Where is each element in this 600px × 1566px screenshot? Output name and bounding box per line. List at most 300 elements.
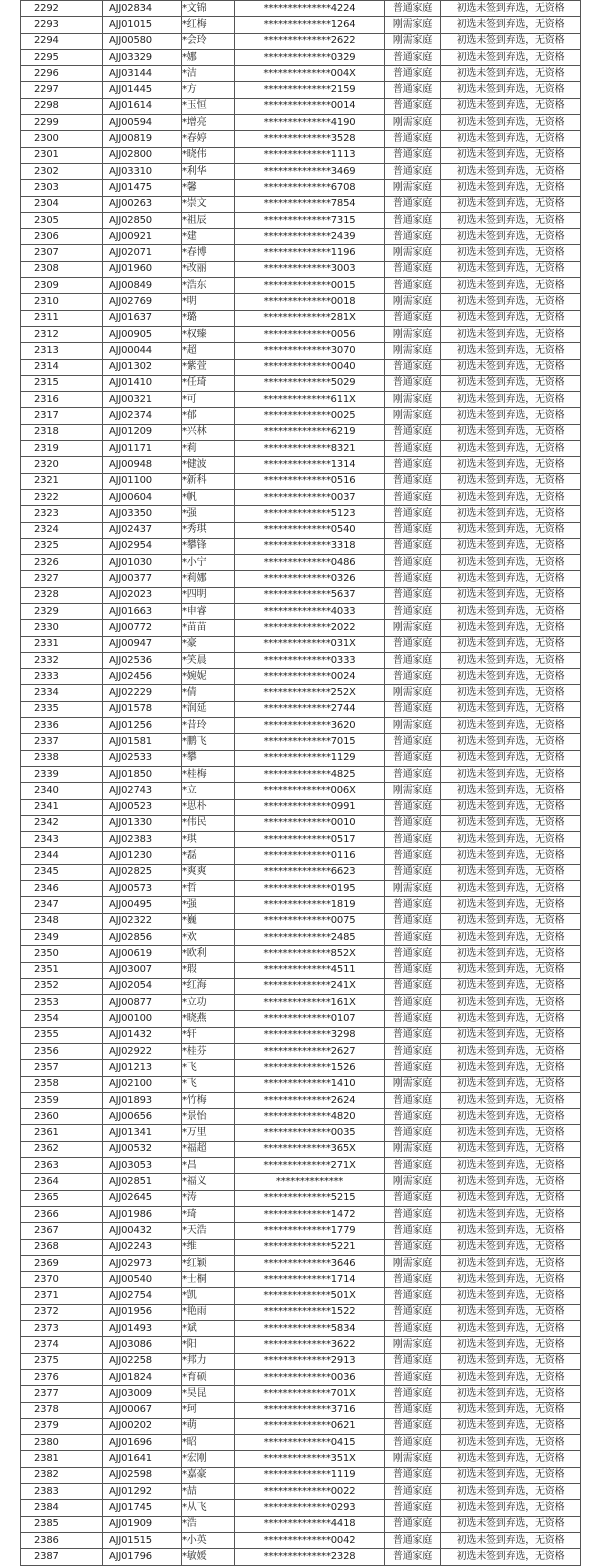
selection-status-cell: 初选未签到弃选，无资格 — [441, 1402, 581, 1418]
application-code-cell: AJJ03007 — [103, 962, 182, 978]
table-row — [21, 212, 581, 228]
selection-status-cell: 初选未签到弃选，无资格 — [441, 913, 581, 929]
serial-number-cell: 2377 — [21, 1386, 103, 1402]
selection-status-cell: 初选未签到弃选，无资格 — [441, 848, 581, 864]
masked-id-number-cell: **************4190 — [235, 115, 385, 131]
table-row — [21, 685, 581, 701]
masked-id-number-cell: **************0018 — [235, 294, 385, 310]
selection-status-cell: 初选未签到弃选，无资格 — [441, 652, 581, 668]
application-code-cell: AJJ00100 — [103, 1011, 182, 1027]
table-row — [21, 652, 581, 668]
family-type-cell: 普通家庭 — [385, 424, 441, 440]
serial-number-cell: 2369 — [21, 1255, 103, 1271]
applicant-name-cell: *邦力 — [182, 1353, 235, 1369]
masked-id-number-cell: **************3620 — [235, 718, 385, 734]
applicant-name-cell: *昌 — [182, 1158, 235, 1174]
serial-number-cell: 2379 — [21, 1418, 103, 1434]
masked-id-number-cell: **************0326 — [235, 571, 385, 587]
table-row — [21, 506, 581, 522]
masked-id-number-cell: **************1410 — [235, 1076, 385, 1092]
serial-number-cell: 2309 — [21, 278, 103, 294]
application-code-cell: AJJ02322 — [103, 913, 182, 929]
applicant-name-cell: *娜 — [182, 49, 235, 65]
serial-number-cell: 2310 — [21, 294, 103, 310]
applicant-name-cell: *春博 — [182, 245, 235, 261]
application-code-cell: AJJ01893 — [103, 1092, 182, 1108]
table-row — [21, 1402, 581, 1418]
application-code-cell: AJJ01796 — [103, 1549, 182, 1565]
table-row — [21, 897, 581, 913]
table-row — [21, 1125, 581, 1141]
masked-id-number-cell: **************252X — [235, 685, 385, 701]
serial-number-cell: 2366 — [21, 1206, 103, 1222]
table-row — [21, 115, 581, 131]
serial-number-cell: 2337 — [21, 734, 103, 750]
applicant-name-cell: *斌 — [182, 1321, 235, 1337]
table-row — [21, 1418, 581, 1434]
serial-number-cell: 2353 — [21, 995, 103, 1011]
selection-status-cell: 初选未签到弃选，无资格 — [441, 1353, 581, 1369]
family-type-cell: 刚需家庭 — [385, 1255, 441, 1271]
applicant-name-cell: *璐 — [182, 310, 235, 326]
selection-status-cell: 初选未签到弃选，无资格 — [441, 995, 581, 1011]
selection-status-cell: 初选未签到弃选，无资格 — [441, 212, 581, 228]
application-code-cell: AJJ02229 — [103, 685, 182, 701]
masked-id-number-cell: **************2622 — [235, 33, 385, 49]
selection-status-cell: 初选未签到弃选，无资格 — [441, 1060, 581, 1076]
applicant-name-cell: *涛 — [182, 1190, 235, 1206]
table-row — [21, 881, 581, 897]
serial-number-cell: 2317 — [21, 408, 103, 424]
table-row — [21, 261, 581, 277]
masked-id-number-cell: **************0036 — [235, 1369, 385, 1385]
family-type-cell: 普通家庭 — [385, 1500, 441, 1516]
table-row — [21, 1027, 581, 1043]
family-type-cell: 普通家庭 — [385, 929, 441, 945]
table-row — [21, 131, 581, 147]
family-type-cell: 普通家庭 — [385, 897, 441, 913]
applicant-name-cell: *强 — [182, 897, 235, 913]
applicant-name-cell: *四明 — [182, 587, 235, 603]
serial-number-cell: 2376 — [21, 1369, 103, 1385]
serial-number-cell: 2374 — [21, 1337, 103, 1353]
table-row — [21, 473, 581, 489]
applicant-name-cell: *昭 — [182, 1435, 235, 1451]
applicant-name-cell: *新科 — [182, 473, 235, 489]
family-type-cell: 普通家庭 — [385, 1092, 441, 1108]
applicant-name-cell: *育硕 — [182, 1369, 235, 1385]
masked-id-number-cell: **************3646 — [235, 1255, 385, 1271]
family-type-cell: 普通家庭 — [385, 1418, 441, 1434]
table-row — [21, 1076, 581, 1092]
table-row — [21, 1272, 581, 1288]
table-row — [21, 1353, 581, 1369]
applicant-name-cell: *建 — [182, 229, 235, 245]
selection-status-cell: 初选未签到弃选，无资格 — [441, 897, 581, 913]
selection-status-cell: 初选未签到弃选，无资格 — [441, 82, 581, 98]
applicant-name-cell: *倩 — [182, 685, 235, 701]
applicant-name-cell: *秀琪 — [182, 522, 235, 538]
table-row — [21, 1, 581, 17]
application-code-cell: AJJ00044 — [103, 343, 182, 359]
serial-number-cell: 2352 — [21, 978, 103, 994]
applicant-name-cell: *婉妮 — [182, 669, 235, 685]
table-row — [21, 636, 581, 652]
masked-id-number-cell: **************4511 — [235, 962, 385, 978]
selection-status-cell: 初选未签到弃选，无资格 — [441, 196, 581, 212]
masked-id-number-cell: **************1129 — [235, 750, 385, 766]
serial-number-cell: 2357 — [21, 1060, 103, 1076]
application-code-cell: AJJ02922 — [103, 1044, 182, 1060]
application-code-cell: AJJ02800 — [103, 147, 182, 163]
selection-status-cell: 初选未签到弃选，无资格 — [441, 587, 581, 603]
family-type-cell: 普通家庭 — [385, 196, 441, 212]
application-code-cell: AJJ00263 — [103, 196, 182, 212]
family-type-cell: 普通家庭 — [385, 212, 441, 228]
family-type-cell: 普通家庭 — [385, 669, 441, 685]
application-code-cell: AJJ00321 — [103, 392, 182, 408]
applicant-name-cell: *红海 — [182, 978, 235, 994]
masked-id-number-cell: **************0025 — [235, 408, 385, 424]
application-code-cell: AJJ00849 — [103, 278, 182, 294]
application-code-cell: AJJ01960 — [103, 261, 182, 277]
applicant-name-cell: *轩 — [182, 1027, 235, 1043]
applicant-name-cell: *福超 — [182, 1141, 235, 1157]
selection-status-cell: 初选未签到弃选，无资格 — [441, 734, 581, 750]
masked-id-number-cell: **************2624 — [235, 1092, 385, 1108]
table-row — [21, 98, 581, 114]
applicant-name-cell: *春婷 — [182, 131, 235, 147]
application-code-cell: AJJ01515 — [103, 1532, 182, 1548]
applicant-name-cell: *明 — [182, 294, 235, 310]
applicant-name-cell: *天浩 — [182, 1223, 235, 1239]
family-type-cell: 普通家庭 — [385, 49, 441, 65]
selection-status-cell: 初选未签到弃选，无资格 — [441, 359, 581, 375]
selection-status-cell: 初选未签到弃选，无资格 — [441, 799, 581, 815]
serial-number-cell: 2381 — [21, 1451, 103, 1467]
family-type-cell: 普通家庭 — [385, 1304, 441, 1320]
family-type-cell: 刚需家庭 — [385, 685, 441, 701]
application-code-cell: AJJ00532 — [103, 1141, 182, 1157]
table-row — [21, 1435, 581, 1451]
masked-id-number-cell: **************281X — [235, 310, 385, 326]
masked-id-number-cell: **************351X — [235, 1451, 385, 1467]
serial-number-cell: 2305 — [21, 212, 103, 228]
application-code-cell: AJJ02071 — [103, 245, 182, 261]
table-row — [21, 278, 581, 294]
serial-number-cell: 2327 — [21, 571, 103, 587]
selection-status-cell: 初选未签到弃选，无资格 — [441, 1467, 581, 1483]
table-row — [21, 457, 581, 473]
serial-number-cell: 2321 — [21, 473, 103, 489]
application-code-cell: AJJ03053 — [103, 1158, 182, 1174]
masked-id-number-cell: **************4418 — [235, 1516, 385, 1532]
selection-status-cell: 初选未签到弃选，无资格 — [441, 489, 581, 505]
application-code-cell: AJJ01614 — [103, 98, 182, 114]
applicant-name-cell: *祖辰 — [182, 212, 235, 228]
applicant-name-cell: *郁 — [182, 408, 235, 424]
family-type-cell: 普通家庭 — [385, 1272, 441, 1288]
application-code-cell: AJJ02374 — [103, 408, 182, 424]
applicant-name-cell: *健波 — [182, 457, 235, 473]
masked-id-number-cell: **************031X — [235, 636, 385, 652]
masked-id-number-cell: **************3716 — [235, 1402, 385, 1418]
application-code-cell: AJJ01256 — [103, 718, 182, 734]
application-code-cell: AJJ00947 — [103, 636, 182, 652]
masked-id-number-cell: **************1472 — [235, 1206, 385, 1222]
selection-status-cell: 初选未签到弃选，无资格 — [441, 620, 581, 636]
serial-number-cell: 2363 — [21, 1158, 103, 1174]
selection-status-cell: 初选未签到弃选，无资格 — [441, 131, 581, 147]
table-row — [21, 603, 581, 619]
selection-status-cell: 初选未签到弃选，无资格 — [441, 1500, 581, 1516]
table-row — [21, 587, 581, 603]
selection-status-cell: 初选未签到弃选，无资格 — [441, 473, 581, 489]
applicant-name-cell: *昔玲 — [182, 718, 235, 734]
family-type-cell: 普通家庭 — [385, 832, 441, 848]
table-row — [21, 17, 581, 33]
applicant-name-cell: *喆 — [182, 1484, 235, 1500]
masked-id-number-cell: **************5221 — [235, 1239, 385, 1255]
selection-status-cell: 初选未签到弃选，无资格 — [441, 457, 581, 473]
masked-id-number-cell: **************0415 — [235, 1435, 385, 1451]
family-type-cell: 普通家庭 — [385, 538, 441, 554]
serial-number-cell: 2320 — [21, 457, 103, 473]
application-code-cell: AJJ01330 — [103, 815, 182, 831]
table-row — [21, 1109, 581, 1125]
table-row — [21, 375, 581, 391]
serial-number-cell: 2331 — [21, 636, 103, 652]
selection-status-cell: 初选未签到弃选，无资格 — [441, 750, 581, 766]
serial-number-cell: 2340 — [21, 783, 103, 799]
family-type-cell: 普通家庭 — [385, 310, 441, 326]
selection-status-cell: 初选未签到弃选，无资格 — [441, 49, 581, 65]
application-code-cell: AJJ01302 — [103, 359, 182, 375]
application-code-cell: AJJ02054 — [103, 978, 182, 994]
family-type-cell: 普通家庭 — [385, 278, 441, 294]
application-code-cell: AJJ02456 — [103, 669, 182, 685]
selection-status-cell: 初选未签到弃选，无资格 — [441, 1369, 581, 1385]
serial-number-cell: 2299 — [21, 115, 103, 131]
table-row — [21, 571, 581, 587]
masked-id-number-cell: **************7315 — [235, 212, 385, 228]
family-type-cell: 普通家庭 — [385, 359, 441, 375]
masked-id-number-cell: **************4825 — [235, 766, 385, 782]
masked-id-number-cell: **************2744 — [235, 701, 385, 717]
application-code-cell: AJJ01663 — [103, 603, 182, 619]
selection-status-cell: 初选未签到弃选，无资格 — [441, 962, 581, 978]
applicant-name-cell: *福义 — [182, 1174, 235, 1190]
selection-status-cell: 初选未签到弃选，无资格 — [441, 245, 581, 261]
serial-number-cell: 2347 — [21, 897, 103, 913]
table-row — [21, 1500, 581, 1516]
table-row — [21, 1239, 581, 1255]
masked-id-number-cell: **************0035 — [235, 1125, 385, 1141]
family-type-cell: 刚需家庭 — [385, 783, 441, 799]
selection-status-cell: 初选未签到弃选，无资格 — [441, 310, 581, 326]
serial-number-cell: 2316 — [21, 392, 103, 408]
masked-id-number-cell: **************2159 — [235, 82, 385, 98]
applicant-name-cell: *琪 — [182, 832, 235, 848]
family-type-cell: 普通家庭 — [385, 555, 441, 571]
selection-status-cell: 初选未签到弃选，无资格 — [441, 1044, 581, 1060]
family-type-cell: 普通家庭 — [385, 587, 441, 603]
table-row — [21, 163, 581, 179]
application-code-cell: AJJ01171 — [103, 441, 182, 457]
masked-id-number-cell: **************0517 — [235, 832, 385, 848]
serial-number-cell: 2346 — [21, 881, 103, 897]
table-row — [21, 1467, 581, 1483]
family-type-cell: 普通家庭 — [385, 1011, 441, 1027]
table-row — [21, 1190, 581, 1206]
selection-status-cell: 初选未签到弃选，无资格 — [441, 1109, 581, 1125]
application-code-cell: AJJ02645 — [103, 1190, 182, 1206]
applicant-name-cell: *嘉豪 — [182, 1467, 235, 1483]
selection-status-cell: 初选未签到弃选，无资格 — [441, 1321, 581, 1337]
selection-status-cell: 初选未签到弃选，无资格 — [441, 424, 581, 440]
applicant-name-cell: *伟民 — [182, 815, 235, 831]
application-code-cell: AJJ01445 — [103, 82, 182, 98]
applicant-name-cell: *飞 — [182, 1076, 235, 1092]
application-code-cell: AJJ02769 — [103, 294, 182, 310]
serial-number-cell: 2356 — [21, 1044, 103, 1060]
selection-status-cell: 初选未签到弃选，无资格 — [441, 1288, 581, 1304]
serial-number-cell: 2302 — [21, 163, 103, 179]
applicant-name-cell: *珂 — [182, 1402, 235, 1418]
family-type-cell: 普通家庭 — [385, 1353, 441, 1369]
selection-status-cell: 初选未签到弃选，无资格 — [441, 701, 581, 717]
table-row — [21, 1549, 581, 1565]
selection-status-cell: 初选未签到弃选，无资格 — [441, 636, 581, 652]
serial-number-cell: 2370 — [21, 1272, 103, 1288]
family-type-cell: 普通家庭 — [385, 1, 441, 17]
serial-number-cell: 2349 — [21, 929, 103, 945]
serial-number-cell: 2373 — [21, 1321, 103, 1337]
family-type-cell: 普通家庭 — [385, 506, 441, 522]
application-code-cell: AJJ01209 — [103, 424, 182, 440]
table-row — [21, 522, 581, 538]
table-row — [21, 229, 581, 245]
applicant-name-cell: *帆 — [182, 489, 235, 505]
applicant-name-cell: *鹏飞 — [182, 734, 235, 750]
applicant-name-cell: *桂芬 — [182, 1044, 235, 1060]
application-code-cell: AJJ03329 — [103, 49, 182, 65]
family-type-cell: 普通家庭 — [385, 799, 441, 815]
serial-number-cell: 2304 — [21, 196, 103, 212]
serial-number-cell: 2334 — [21, 685, 103, 701]
serial-number-cell: 2344 — [21, 848, 103, 864]
selection-status-cell: 初选未签到弃选，无资格 — [441, 881, 581, 897]
masked-id-number-cell: **************4033 — [235, 603, 385, 619]
serial-number-cell: 2292 — [21, 1, 103, 17]
selection-status-cell: 初选未签到弃选，无资格 — [441, 1451, 581, 1467]
serial-number-cell: 2306 — [21, 229, 103, 245]
applicant-name-cell: *紫萱 — [182, 359, 235, 375]
selection-status-cell: 初选未签到弃选，无资格 — [441, 408, 581, 424]
family-type-cell: 普通家庭 — [385, 571, 441, 587]
selection-status-cell: 初选未签到弃选，无资格 — [441, 864, 581, 880]
table-row — [21, 1288, 581, 1304]
selection-status-cell: 初选未签到弃选，无资格 — [441, 1158, 581, 1174]
family-type-cell: 普通家庭 — [385, 1549, 441, 1565]
application-code-cell: AJJ02856 — [103, 929, 182, 945]
masked-id-number-cell: **************0116 — [235, 848, 385, 864]
family-type-cell: 普通家庭 — [385, 1402, 441, 1418]
masked-id-number-cell: **************2485 — [235, 929, 385, 945]
application-code-cell: AJJ02258 — [103, 1353, 182, 1369]
serial-number-cell: 2311 — [21, 310, 103, 326]
selection-status-cell: 初选未签到弃选，无资格 — [441, 343, 581, 359]
masked-id-number-cell: **************3070 — [235, 343, 385, 359]
family-type-cell: 普通家庭 — [385, 1321, 441, 1337]
application-code-cell: AJJ01986 — [103, 1206, 182, 1222]
family-type-cell: 普通家庭 — [385, 978, 441, 994]
serial-number-cell: 2323 — [21, 506, 103, 522]
application-code-cell: AJJ00580 — [103, 33, 182, 49]
application-code-cell: AJJ00921 — [103, 229, 182, 245]
application-code-cell: AJJ01581 — [103, 734, 182, 750]
application-code-cell: AJJ01493 — [103, 1321, 182, 1337]
applicant-name-cell: *凯 — [182, 1288, 235, 1304]
masked-id-number-cell: **************5637 — [235, 587, 385, 603]
serial-number-cell: 2307 — [21, 245, 103, 261]
family-type-cell: 普通家庭 — [385, 995, 441, 1011]
selection-status-cell: 初选未签到弃选，无资格 — [441, 1223, 581, 1239]
table-row — [21, 1141, 581, 1157]
masked-id-number-cell: **************0037 — [235, 489, 385, 505]
masked-id-number-cell: **************004X — [235, 66, 385, 82]
serial-number-cell: 2384 — [21, 1500, 103, 1516]
application-code-cell: AJJ01030 — [103, 555, 182, 571]
serial-number-cell: 2348 — [21, 913, 103, 929]
masked-id-number-cell: **************1196 — [235, 245, 385, 261]
application-code-cell: AJJ00067 — [103, 1402, 182, 1418]
masked-id-number-cell: **************0014 — [235, 98, 385, 114]
family-type-cell: 普通家庭 — [385, 1369, 441, 1385]
applicant-name-cell: *昊昆 — [182, 1386, 235, 1402]
application-code-cell: AJJ00604 — [103, 489, 182, 505]
table-row — [21, 310, 581, 326]
table-row — [21, 750, 581, 766]
family-type-cell: 普通家庭 — [385, 1288, 441, 1304]
selection-status-cell: 初选未签到弃选，无资格 — [441, 1206, 581, 1222]
table-row — [21, 929, 581, 945]
table-row — [21, 962, 581, 978]
masked-id-number-cell: **************0075 — [235, 913, 385, 929]
selection-status-cell: 初选未签到弃选，无资格 — [441, 66, 581, 82]
selection-status-cell: 初选未签到弃选，无资格 — [441, 1337, 581, 1353]
application-code-cell: AJJ00594 — [103, 115, 182, 131]
application-code-cell: AJJ01956 — [103, 1304, 182, 1320]
serial-number-cell: 2326 — [21, 555, 103, 571]
selection-status-cell: 初选未签到弃选，无资格 — [441, 1484, 581, 1500]
applicant-name-cell: *文锦 — [182, 1, 235, 17]
selection-status-cell: 初选未签到弃选，无资格 — [441, 1435, 581, 1451]
masked-id-number-cell: **************365X — [235, 1141, 385, 1157]
masked-id-number-cell: **************2627 — [235, 1044, 385, 1060]
applicant-name-cell: *从飞 — [182, 1500, 235, 1516]
masked-id-number-cell: **************3469 — [235, 163, 385, 179]
applicant-name-cell: *晓伟 — [182, 147, 235, 163]
serial-number-cell: 2365 — [21, 1190, 103, 1206]
family-type-cell: 普通家庭 — [385, 163, 441, 179]
selection-status-cell: 初选未签到弃选，无资格 — [441, 1532, 581, 1548]
serial-number-cell: 2335 — [21, 701, 103, 717]
application-code-cell: AJJ01641 — [103, 1451, 182, 1467]
family-type-cell: 普通家庭 — [385, 1532, 441, 1548]
masked-id-number-cell: **************6219 — [235, 424, 385, 440]
table-row — [21, 1011, 581, 1027]
